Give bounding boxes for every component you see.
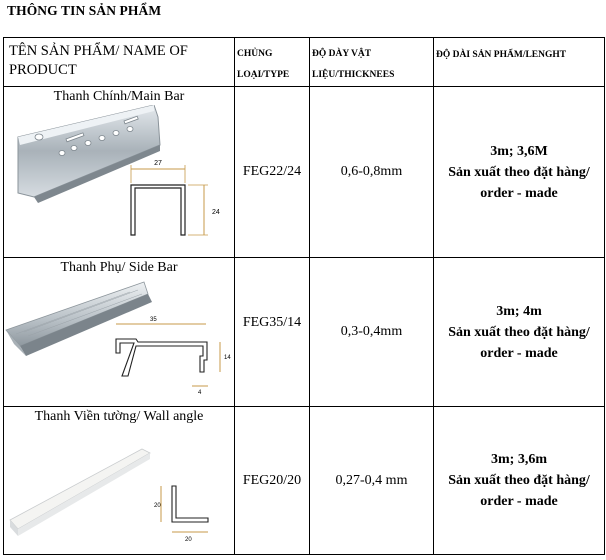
product-name: Thanh Phụ/ Side Bar [60, 260, 178, 275]
product-cell [4, 407, 235, 555]
type-cell: FEG20/20 [235, 407, 310, 555]
length-note: order - made [480, 494, 558, 509]
side-bar-image [4, 276, 234, 401]
product-name: Thanh Viền tường/ Wall angle [34, 409, 204, 424]
thickness-cell: 0,27-0,4 mm [310, 407, 434, 555]
thickness-cell: 0,6-0,8mm [310, 87, 434, 258]
length-cell [434, 407, 605, 555]
header-thickness: ĐỘ DÀY VẬT LIỆU/THICKNEES [310, 38, 434, 87]
dimension-label: 20 [154, 503, 161, 509]
type-cell: FEG22/24 [235, 87, 310, 258]
thickness-cell: 0,3-0,4mm [310, 258, 434, 407]
length-cell [434, 87, 605, 258]
length-value: 3m; 3,6m [491, 452, 547, 467]
wall-angle-image [4, 425, 234, 549]
table-row [4, 258, 605, 407]
dimension-label: 14 [224, 355, 231, 361]
type-cell: FEG35/14 [235, 258, 310, 407]
length-value: 3m; 4m [496, 303, 542, 319]
length-note: Sản xuất theo đặt hàng/ [448, 324, 590, 340]
main-bar-image [4, 105, 234, 250]
product-name: Thanh Chính/Main Bar [53, 89, 185, 104]
product-cell [4, 87, 235, 258]
length-cell [434, 258, 605, 407]
header-name: TÊN SẢN PHẨM/ NAME OF PRODUCT [4, 38, 235, 87]
length-note: Sản xuất theo đặt hàng/ [448, 164, 590, 180]
dimension-label: 35 [150, 317, 157, 323]
table-row [4, 407, 605, 555]
header-row [4, 38, 605, 87]
page-title: THÔNG TIN SẢN PHẨM [7, 3, 162, 18]
dimension-label: 20 [185, 537, 192, 543]
table-row [4, 87, 605, 258]
length-value: 3m; 3,6M [490, 143, 548, 159]
dimension-label: 4 [198, 390, 202, 396]
product-table [3, 37, 605, 555]
length-note: Sản xuất theo đặt hàng/ [448, 473, 590, 488]
product-cell [4, 258, 235, 407]
dimension-label: 24 [212, 209, 220, 216]
header-length: ĐỘ DÀI SẢN PHẨM/LENGHT [434, 38, 605, 87]
length-note: order - made [480, 185, 558, 201]
dimension-label: 27 [154, 160, 162, 167]
length-note: order - made [480, 345, 558, 361]
header-type: CHỦNG LOẠI/TYPE [235, 38, 310, 87]
